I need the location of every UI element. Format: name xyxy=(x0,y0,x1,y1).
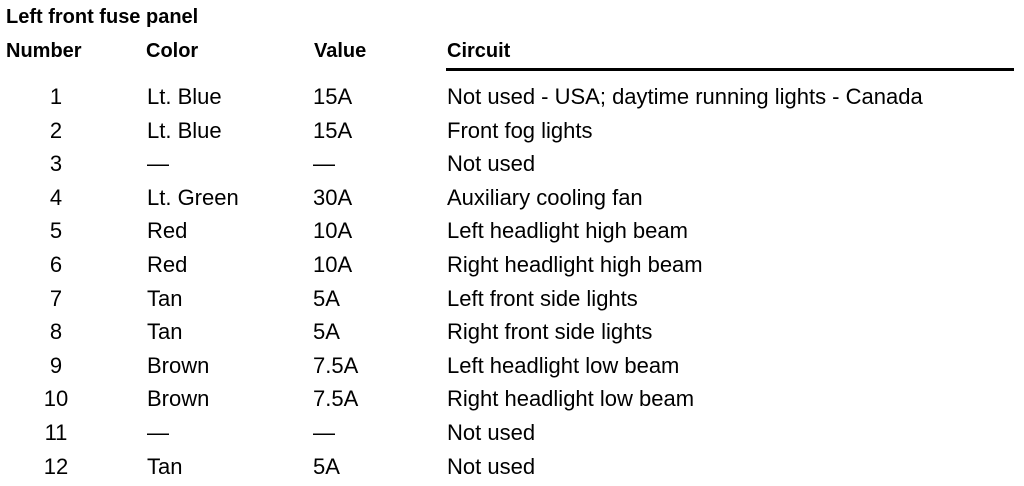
table-row xyxy=(0,385,1024,419)
cell-value: 7.5A xyxy=(313,352,359,378)
table-row xyxy=(0,453,1024,486)
cell-color: — xyxy=(147,419,169,445)
cell-color: Lt. Blue xyxy=(147,84,222,109)
cell-value: 7.5A xyxy=(313,386,359,412)
cell-circuit: Right headlight low beam xyxy=(447,386,695,412)
cell-circuit: Front fog lights xyxy=(447,117,593,143)
cell-circuit: Left headlight high beam xyxy=(447,218,688,244)
cell-number: 11 xyxy=(44,419,68,445)
column-header-color: Color xyxy=(146,40,199,62)
cell-number: 5 xyxy=(49,218,63,244)
fuse-table-body xyxy=(0,83,1024,486)
cell-value: 5A xyxy=(313,319,340,345)
header-divider xyxy=(446,68,1014,71)
table-row xyxy=(0,318,1024,352)
cell-number: 4 xyxy=(49,184,63,210)
cell-color: Red xyxy=(147,218,188,244)
table-row xyxy=(0,419,1024,453)
cell-number: 7 xyxy=(49,285,63,311)
cell-number: 1 xyxy=(49,84,63,109)
cell-value: 30A xyxy=(313,184,353,210)
cell-value: — xyxy=(313,419,335,445)
cell-circuit: Not used - USA; daytime running lights - Canada xyxy=(447,84,923,109)
cell-circuit: Left headlight low beam xyxy=(447,352,680,378)
page-title: Left front fuse panel xyxy=(6,6,199,28)
table-row xyxy=(0,352,1024,386)
table-row xyxy=(0,184,1024,218)
cell-value: 15A xyxy=(313,84,353,109)
cell-circuit: Left front side lights xyxy=(447,285,638,311)
cell-value: 5A xyxy=(313,453,340,479)
cell-number: 6 xyxy=(49,251,63,277)
cell-color: Tan xyxy=(147,319,183,345)
column-header-value: Value xyxy=(314,40,367,62)
cell-value: 5A xyxy=(313,285,340,311)
cell-circuit: Not used xyxy=(447,453,536,479)
table-row xyxy=(0,285,1024,319)
cell-value: 15A xyxy=(313,117,353,143)
cell-color: Brown xyxy=(147,352,210,378)
cell-value: 10A xyxy=(313,251,353,277)
table-row xyxy=(0,83,1024,117)
cell-value: 10A xyxy=(313,218,353,244)
cell-value: — xyxy=(313,151,335,177)
table-row xyxy=(0,217,1024,251)
cell-number: 8 xyxy=(49,319,63,345)
cell-color: Brown xyxy=(147,386,210,412)
cell-color: Tan xyxy=(147,285,183,311)
cell-color: Lt. Blue xyxy=(147,117,222,143)
table-row xyxy=(0,150,1024,184)
cell-color: Red xyxy=(147,251,188,277)
cell-circuit: Right front side lights xyxy=(447,319,653,345)
table-row xyxy=(0,251,1024,285)
cell-number: 9 xyxy=(49,352,63,378)
cell-number: 2 xyxy=(49,117,63,143)
table-row xyxy=(0,117,1024,151)
cell-number: 12 xyxy=(43,453,69,479)
cell-color: Tan xyxy=(147,453,183,479)
cell-circuit: Not used xyxy=(447,151,536,177)
cell-number: 3 xyxy=(49,151,63,177)
column-header-circuit: Circuit xyxy=(447,40,511,62)
cell-number: 10 xyxy=(43,386,69,412)
cell-circuit: Not used xyxy=(447,419,536,445)
cell-circuit: Right headlight high beam xyxy=(447,251,703,277)
column-header-number: Number xyxy=(6,40,82,62)
cell-color: — xyxy=(147,151,169,177)
cell-circuit: Auxiliary cooling fan xyxy=(447,184,643,210)
cell-color: Lt. Green xyxy=(147,184,239,210)
